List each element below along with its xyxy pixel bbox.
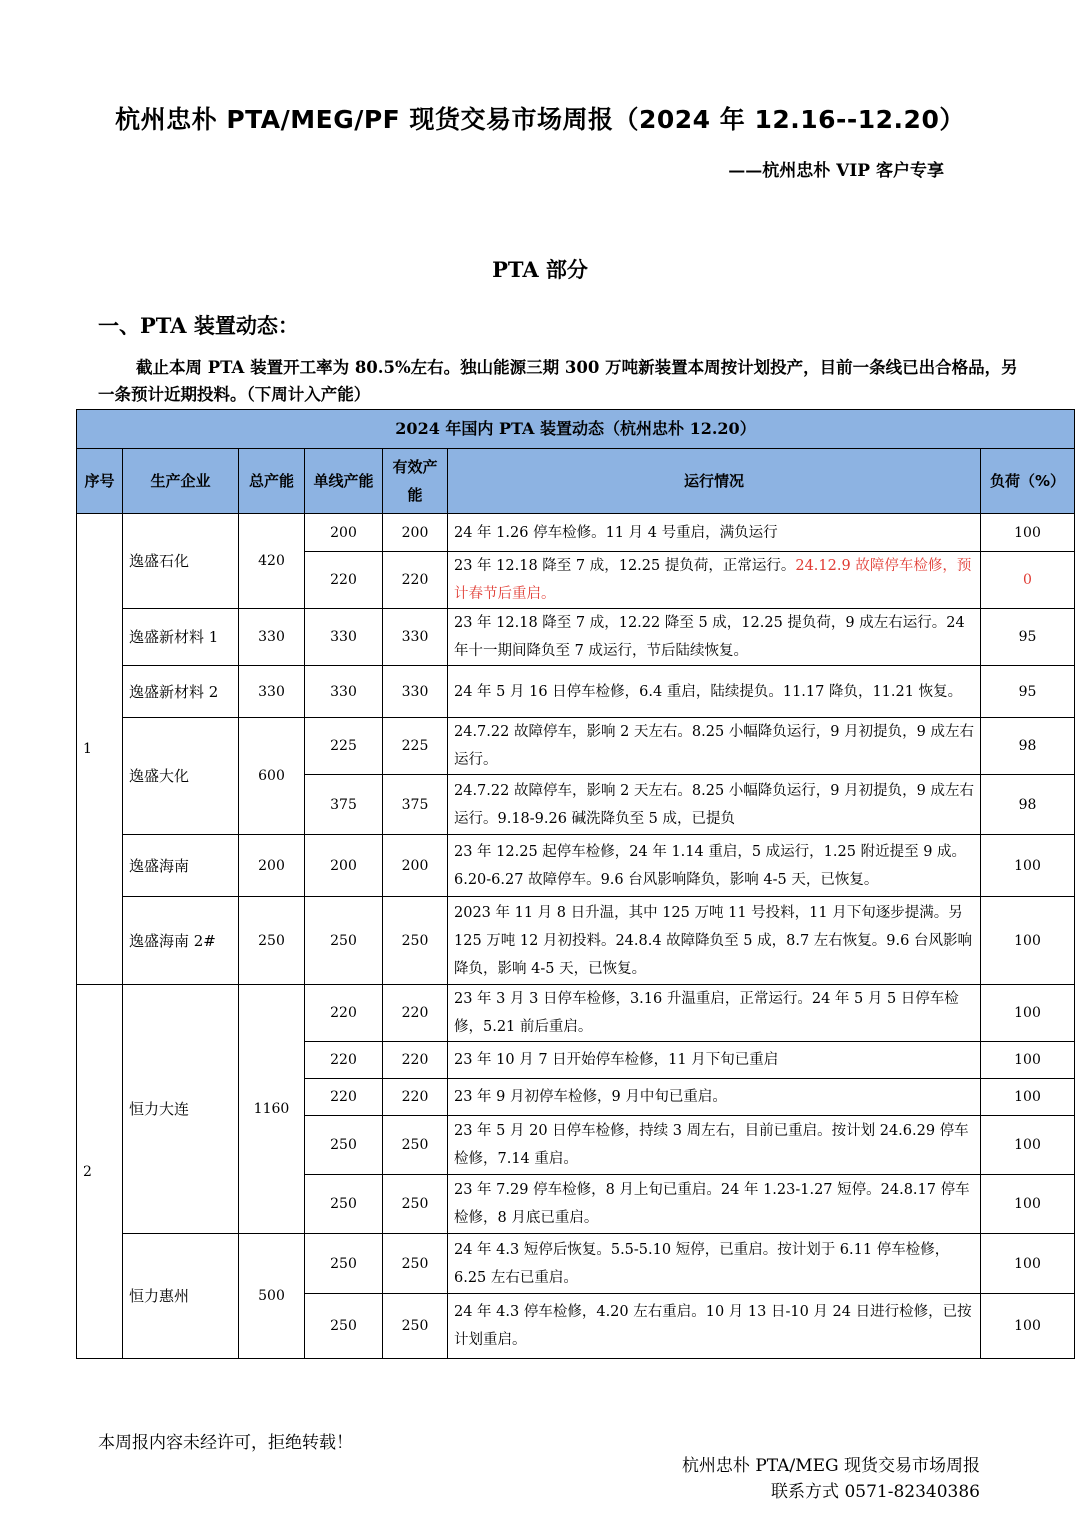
cell-status [448,1079,981,1116]
cell-line-capacity: 375 [305,775,383,835]
cell-effective-capacity: 220 [383,1042,448,1079]
cell-status [448,835,981,897]
status-text: 24.7.22 故障停车，影响 2 天左右。8.25 小幅降负运行，9 月初提负，9 成左右运行。 [454,724,974,768]
cell-load: 95 [981,609,1075,666]
page-title: 杭州忠朴 PTA/MEG/PF 现货交易市场周报（2024 年 12.16--12.20） [115,105,965,134]
cell-load: 100 [981,514,1075,552]
cell-total-capacity: 1160 [239,985,305,1234]
table-row [77,666,1075,718]
cell-effective-capacity: 250 [383,1294,448,1359]
cell-line-capacity: 220 [305,985,383,1042]
status-text: 23 年 12.25 起停车检修，24 年 1.14 重启，5 成运行，1.25 附近提至 9 成。6.20-6.27 故障停车。9.6 台风影响降负，影响 4-5 天，已恢复。 [454,843,967,888]
cell-load: 0 [981,552,1075,609]
table-row [77,609,1075,666]
intro-paragraph: 截止本周 PTA 装置开工率为 80.5%左右。独山能源三期 300 万吨新装置本周按计划投产，目前一条线已出合格品，另一条预计近期投料。（下周计入产能） [98,358,1018,404]
cell-effective-capacity: 330 [383,666,448,718]
header-effective-capacity: 有效产能 [383,449,448,514]
table-row [77,835,1075,897]
cell-effective-capacity: 375 [383,775,448,835]
status-text: 24 年 4.3 短停后恢复。5.5-5.10 短停，已重启。按计划于 6.11 停车检修，6.25 左右已重启。 [454,1241,950,1286]
cell-enterprise: 逸盛海南 2# [123,897,239,985]
cell-seq: 2 [77,985,123,1359]
status-alert-text: 24.12.9 故障停车检修，预计春节后重启。 [454,558,972,602]
status-text: 23 年 5 月 20 日停车检修，持续 3 周左右，目前已重启。按计划 24.6.29 停车检修，7.14 重启。 [454,1123,969,1167]
table-caption: 2024 年国内 PTA 装置动态（杭州忠朴 12.20） [77,410,1075,449]
cell-line-capacity: 330 [305,609,383,666]
header-seq: 序号 [77,449,123,514]
cell-total-capacity: 500 [239,1234,305,1359]
cell-status [448,985,981,1042]
cell-total-capacity: 420 [239,514,305,609]
table-row [77,985,1075,1042]
cell-load: 100 [981,835,1075,897]
cell-effective-capacity: 200 [383,514,448,552]
cell-enterprise: 恒力惠州 [123,1234,239,1359]
cell-effective-capacity: 225 [383,718,448,775]
cell-load: 100 [981,1175,1075,1234]
cell-effective-capacity: 250 [383,1116,448,1175]
cell-line-capacity: 200 [305,835,383,897]
table-row [77,1234,1075,1294]
status-text: 23 年 9 月初停车检修，9 月中旬已重启。 [454,1089,727,1105]
cell-line-capacity: 250 [305,1294,383,1359]
footer-contact: 联系方式 0571-82340386 [771,1482,980,1502]
status-text: 23 年 7.29 停车检修，8 月上旬已重启。24 年 1.23-1.27 短停。24.8.17 停车检修，8 月底已重启。 [454,1182,970,1226]
cell-status [448,718,981,775]
cell-line-capacity: 250 [305,1234,383,1294]
cell-load: 100 [981,897,1075,985]
cell-load: 98 [981,775,1075,835]
header-load: 负荷（%） [981,449,1075,514]
section-title: PTA 部分 [492,257,588,282]
cell-load: 95 [981,666,1075,718]
cell-line-capacity: 200 [305,514,383,552]
status-text: 23 年 3 月 3 日停车检修，3.16 升温重启，正常运行。24 年 5 月 5 日停车检修，5.21 前后重启。 [454,991,959,1035]
copyright-notice: 本周报内容未经许可，拒绝转载！ [98,1433,353,1453]
pta-unit-table [76,409,1075,1359]
cell-effective-capacity: 330 [383,609,448,666]
cell-seq: 1 [77,514,123,985]
cell-line-capacity: 250 [305,1175,383,1234]
status-text: 24.7.22 故障停车，影响 2 天左右。8.25 小幅降负运行，9 月初提负，9 成左右运行。9.18-9.26 碱洗降负至 5 成，已提负 [454,782,974,827]
cell-status [448,775,981,835]
cell-status [448,1294,981,1359]
footer-publication: 杭州忠朴 PTA/MEG 现货交易市场周报 [681,1456,980,1476]
cell-load: 100 [981,1294,1075,1359]
cell-load: 98 [981,718,1075,775]
cell-enterprise: 逸盛石化 [123,514,239,609]
cell-enterprise: 恒力大连 [123,985,239,1234]
page-subtitle: ——杭州忠朴 VIP 客户专享 [728,161,944,181]
status-text: 24 年 1.26 停车检修。11 月 4 号重启，满负运行 [454,524,778,541]
cell-status [448,1175,981,1234]
cell-total-capacity: 330 [239,666,305,718]
cell-status [448,897,981,985]
table-body [77,514,1075,1359]
cell-total-capacity: 330 [239,609,305,666]
cell-status [448,1116,981,1175]
cell-status [448,1042,981,1079]
cell-effective-capacity: 250 [383,1234,448,1294]
section-heading: 一、PTA 装置动态： [98,313,299,338]
cell-status [448,552,981,609]
header-total-capacity: 总产能 [239,449,305,514]
cell-effective-capacity: 220 [383,1079,448,1116]
cell-effective-capacity: 220 [383,985,448,1042]
status-text: 23 年 12.18 降至 7 成，12.22 降至 5 成，12.25 提负荷，9 成左右运行。24 年十一期间降负至 7 成运行，节后陆续恢复。 [454,615,965,659]
cell-total-capacity: 250 [239,897,305,985]
table-row [77,514,1075,552]
table-row [77,718,1075,775]
cell-enterprise: 逸盛海南 [123,835,239,897]
cell-effective-capacity: 250 [383,897,448,985]
cell-line-capacity: 225 [305,718,383,775]
cell-load: 100 [981,1042,1075,1079]
status-text: 23 年 12.18 降至 7 成，12.25 提负荷，正常运行。 [454,558,796,574]
cell-line-capacity: 220 [305,1079,383,1116]
cell-enterprise: 逸盛大化 [123,718,239,835]
cell-enterprise: 逸盛新材料 1 [123,609,239,666]
cell-effective-capacity: 250 [383,1175,448,1234]
cell-effective-capacity: 200 [383,835,448,897]
status-text: 24 年 5 月 16 日停车检修，6.4 重启，陆续提负。11.17 降负，11.21 恢复。 [454,683,963,700]
cell-effective-capacity: 220 [383,552,448,609]
cell-line-capacity: 220 [305,552,383,609]
status-text: 2023 年 11 月 8 日升温，其中 125 万吨 11 号投料，11 月下旬逐步提满。另 125 万吨 12 月初投料。24.8.4 故障降负至 5 成，8.7 左右恢复。9.6 台风影响降负，影响 4-5 天，已恢复。 [454,904,972,977]
cell-load: 100 [981,1079,1075,1116]
cell-load: 100 [981,1234,1075,1294]
status-text: 24 年 4.3 停车检修，4.20 左右重启。10 月 13 日-10 月 24 日进行检修，已按计划重启。 [454,1304,972,1348]
header-line-capacity: 单线产能 [305,449,383,514]
cell-total-capacity: 600 [239,718,305,835]
cell-status [448,609,981,666]
cell-load: 100 [981,1116,1075,1175]
cell-enterprise: 逸盛新材料 2 [123,666,239,718]
cell-status [448,666,981,718]
cell-status [448,1234,981,1294]
cell-total-capacity: 200 [239,835,305,897]
cell-line-capacity: 330 [305,666,383,718]
cell-line-capacity: 220 [305,1042,383,1079]
table-row [77,897,1075,985]
cell-status [448,514,981,552]
cell-line-capacity: 250 [305,897,383,985]
cell-load: 100 [981,985,1075,1042]
status-text: 23 年 10 月 7 日开始停车检修，11 月下旬已重启 [454,1052,779,1068]
header-enterprise: 生产企业 [123,449,239,514]
cell-line-capacity: 250 [305,1116,383,1175]
header-status: 运行情况 [448,449,981,514]
